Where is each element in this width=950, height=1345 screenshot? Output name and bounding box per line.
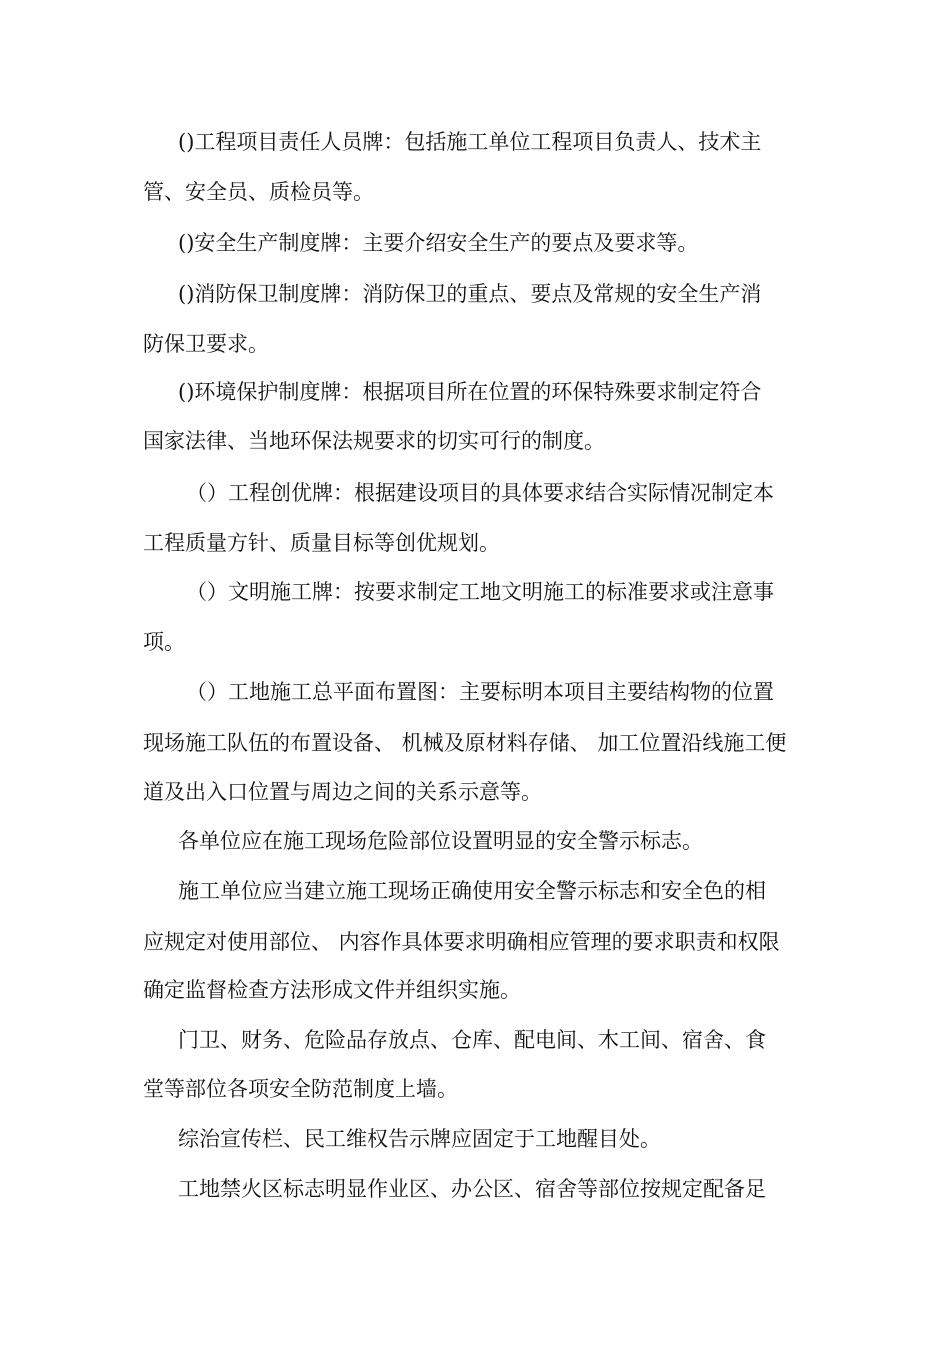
paragraph-line: 门卫、财务、危险品存放点、仓库、配电间、木工间、宿舍、食 (178, 1028, 766, 1052)
paragraph-line: 现场施工队伍的布置设备、 机械及原材料存储、 加工位置沿线施工便 (143, 731, 787, 755)
paragraph-line: 工地禁火区标志明显作业区、办公区、宿舍等部位按规定配备足 (178, 1177, 766, 1201)
paragraph-line: 各单位应在施工现场危险部位设置明显的安全警示标志。 (178, 829, 703, 853)
paragraph-line: 道及出入口位置与周边之间的关系示意等。 (143, 780, 542, 804)
paragraph-line: 施工单位应当建立施工现场正确使用安全警示标志和安全色的相 (178, 879, 766, 903)
paragraph-line: ()环境保护制度牌：根据项目所在位置的环保特殊要求制定符合 (178, 380, 762, 404)
paragraph-line: 确定监督检查方法形成文件并组织实施。 (143, 978, 521, 1002)
paragraph-line: 综治宣传栏、民工维权告示牌应固定于工地醒目处。 (178, 1127, 661, 1151)
paragraph-line: ()安全生产制度牌：主要介绍安全生产的要点及要求等。 (178, 231, 699, 255)
paragraph-line: （）工程创优牌：根据建设项目的具体要求结合实际情况制定本 (186, 481, 774, 505)
paragraph-line: 防保卫要求。 (143, 332, 269, 356)
paragraph-line: 管、安全员、质检员等。 (143, 180, 374, 204)
paragraph-line: （）工地施工总平面布置图：主要标明本项目主要结构物的位置 (186, 680, 774, 704)
paragraph-line: 堂等部位各项安全防范制度上墙。 (143, 1077, 458, 1101)
paragraph-line: ()消防保卫制度牌：消防保卫的重点、要点及常规的安全生产消 (178, 282, 762, 306)
paragraph-line: 国家法律、当地环保法规要求的切实可行的制度。 (143, 429, 605, 453)
paragraph-line: （）文明施工牌：按要求制定工地文明施工的标准要求或注意事 (186, 580, 774, 604)
paragraph-line: 工程质量方针、质量目标等创优规划。 (143, 531, 500, 555)
paragraph-line: ()工程项目责任人员牌：包括施工单位工程项目负责人、技术主 (178, 130, 762, 154)
paragraph-line: 项。 (143, 630, 185, 654)
paragraph-line: 应规定对使用部位、 内容作具体要求明确相应管理的要求职责和权限 (143, 930, 780, 954)
